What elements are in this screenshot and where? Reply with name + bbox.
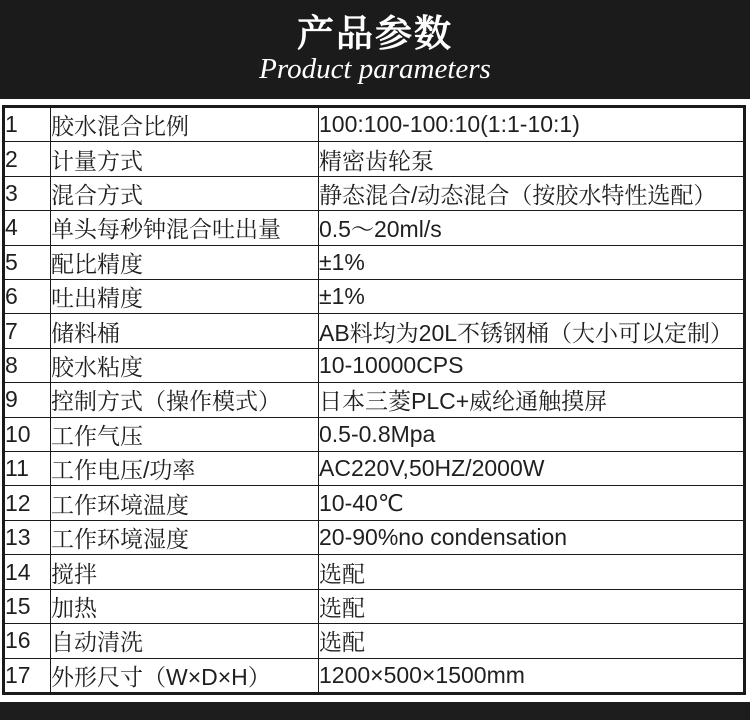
spec-row-value: 1200×500×1500mm (319, 658, 745, 693)
spec-row-param: 吐出精度 (51, 280, 319, 314)
spec-row-param: 工作气压 (51, 417, 319, 451)
spec-table-zone (0, 99, 750, 695)
spec-row-value: 选配 (319, 624, 745, 658)
spec-row-param: 储料桶 (51, 314, 319, 348)
spec-row-value: ±1% (319, 245, 745, 279)
spec-row-value: AB料均为20L不锈钢桶（大小可以定制） (319, 314, 745, 348)
spec-row-number: 4 (4, 211, 51, 245)
spec-row-number: 14 (4, 555, 51, 589)
spec-row (4, 211, 745, 245)
spec-row-value: 0.5-0.8Mpa (319, 417, 745, 451)
spec-row-param: 外形尺寸（W×D×H） (51, 658, 319, 693)
spec-row-value: ±1% (319, 280, 745, 314)
spec-row-number: 7 (4, 314, 51, 348)
spec-table-body (4, 107, 745, 694)
spec-row (4, 314, 745, 348)
spec-row (4, 383, 745, 417)
page-title: 产品参数 (297, 13, 453, 55)
spec-row-number: 11 (4, 452, 51, 486)
spec-row-param: 混合方式 (51, 176, 319, 210)
spec-row-number: 10 (4, 417, 51, 451)
spec-row (4, 555, 745, 589)
spec-row-number: 3 (4, 176, 51, 210)
page-subtitle: Product parameters (259, 52, 491, 85)
spec-row-value: 20-90%no condensation (319, 520, 745, 554)
spec-row-value: 10-40℃ (319, 486, 745, 520)
spec-row-value: 静态混合/动态混合（按胶水特性选配） (319, 176, 745, 210)
spec-row-param: 自动清洗 (51, 624, 319, 658)
spec-row (4, 280, 745, 314)
spec-row-param: 胶水粘度 (51, 348, 319, 382)
spec-row-number: 17 (4, 658, 51, 693)
spec-row-number: 13 (4, 520, 51, 554)
spec-row-number: 12 (4, 486, 51, 520)
page-header (0, 0, 750, 99)
spec-table (2, 105, 746, 695)
spec-row-value: AC220V,50HZ/2000W (319, 452, 745, 486)
spec-row (4, 176, 745, 210)
spec-row-value: 10-10000CPS (319, 348, 745, 382)
spec-row (4, 245, 745, 279)
spec-row-param: 计量方式 (51, 142, 319, 176)
spec-row-param: 加热 (51, 589, 319, 623)
spec-row-param: 工作电压/功率 (51, 452, 319, 486)
spec-row-param: 搅拌 (51, 555, 319, 589)
spec-row-param: 控制方式（操作模式） (51, 383, 319, 417)
spec-row-value: 日本三菱PLC+威纶通触摸屏 (319, 383, 745, 417)
spec-row (4, 417, 745, 451)
spec-row-value: 精密齿轮泵 (319, 142, 745, 176)
spec-row (4, 452, 745, 486)
spec-row-value: 0.5～20ml/s (319, 211, 745, 245)
spec-row-param: 工作环境温度 (51, 486, 319, 520)
spec-row-param: 单头每秒钟混合吐出量 (51, 211, 319, 245)
spec-row-number: 1 (4, 107, 51, 142)
spec-row (4, 520, 745, 554)
spec-row (4, 624, 745, 658)
spec-row-value: 100:100-100:10(1:1-10:1) (319, 107, 745, 142)
spec-row (4, 589, 745, 623)
footer-bar (0, 702, 750, 720)
spec-row-number: 5 (4, 245, 51, 279)
spec-row-param: 胶水混合比例 (51, 107, 319, 142)
spec-row-number: 16 (4, 624, 51, 658)
spec-row-number: 9 (4, 383, 51, 417)
spec-row (4, 486, 745, 520)
spec-row-value: 选配 (319, 555, 745, 589)
spec-row-number: 2 (4, 142, 51, 176)
spec-row (4, 142, 745, 176)
spec-row (4, 658, 745, 693)
spec-row-number: 8 (4, 348, 51, 382)
spec-row (4, 348, 745, 382)
spec-row-value: 选配 (319, 589, 745, 623)
spec-row (4, 107, 745, 142)
spec-row-param: 配比精度 (51, 245, 319, 279)
spec-row-param: 工作环境湿度 (51, 520, 319, 554)
spec-row-number: 6 (4, 280, 51, 314)
spec-row-number: 15 (4, 589, 51, 623)
